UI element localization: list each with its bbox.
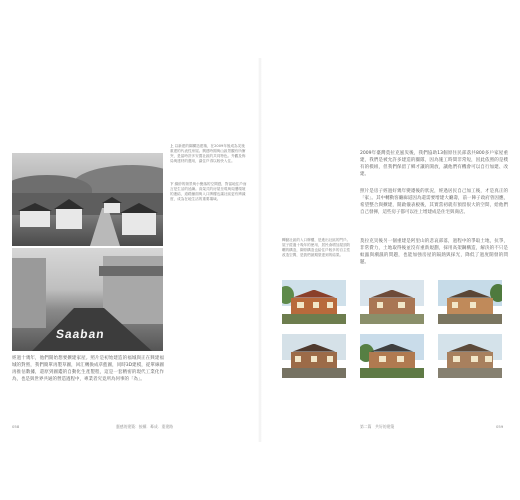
left-body-text: 經過十幾年，他們開始想要擴建家屋。照片是初始建造的福城與正在興建福城的對照，我們簡單再製草圖，回汇轉換成草藍圖，同時3D建模，從單線圖再推估數據，還原到圖鑑的自動化生產製程，這是一套精密的現代工業化作為，也是與世界共通的營造過程中，專業者究竟所為何事的「為」。 — [12, 356, 164, 382]
right-folio-title: 第二篇 共好的建築 — [360, 424, 395, 429]
caption-bottom-mark: 下 — [170, 182, 174, 186]
gutter — [258, 58, 262, 442]
street-sign-text: Saaban — [55, 327, 106, 341]
right-body-text-2: 照片是房子經過好幾年變遷後的狀況，經過居民自己加工後，才是真正的「家」。其中轉動客廳廊道因為還需要增建大廳壽，前一陣子政府曾因應，希望整合與擴建，開啟儀表板後，其實當初就有預留很大的空間，給他們自己發揮，這些房子都可以往上增建成是住宅與商店。 — [360, 189, 508, 215]
caption-top-mark: 上 — [170, 144, 174, 148]
left-page — [8, 58, 256, 442]
right-body-text-1: 2009年臺灣莫拉克風災後，我們協助13個原住民部落共800多戶家屋重建，我們是被允許多建造的團隊，因為施工時間非常短，因此依照的是樸有的模組，但我們保留了鄉才讓的開放，讓他們有機會可以自行加建、改建。 — [360, 151, 508, 177]
photo-street — [12, 248, 163, 351]
right-folio-number: 059 — [496, 424, 504, 429]
right-caption: 轉動社區的入口牌樓，是進出社區的門戶。屋子經過十幾年的使用，居民會增加屋頂防曬的構造，鋼骨構造也給住戶較多的自主性改造空間，是我們最期望達到的結果。 — [282, 238, 351, 258]
caption-top-text: 以新建的鋼構造建築，在2009年後成為災後重建的代表性房屋。興建時期與山區景觀有所衝突，是當時許多安置社區的共同特色。外觀及佈局與建材的選用，讓住戶得以較快入住。 — [170, 144, 246, 164]
photo-house-2 — [360, 280, 424, 324]
photo-house-3 — [438, 280, 502, 324]
right-body-text-3: 莫拉克災後另一個重建是阿里山的悲哀部落，過程中的爭取土地，抗爭，非常費力，土地取得後並沒有重新規劃，採用高架鋼構造，解決的不只是蚊蟲與潮濕的問題，也能加強房屋的隔熱與採光，降低了過度開發的問題。 — [360, 239, 508, 265]
caption-bottom — [170, 182, 248, 202]
left-folio-number: 058 — [12, 424, 20, 429]
left-folio-title: 靈感的建築：接續．牽成．重建路 — [116, 424, 173, 429]
photo-mountain-village — [12, 153, 163, 246]
photo-house-1 — [282, 280, 346, 324]
right-page — [264, 58, 512, 442]
photo-house-5 — [360, 334, 424, 378]
photo-house-4 — [282, 334, 346, 378]
caption-top — [170, 144, 248, 164]
caption-bottom-text: 繽紛的街景與小聚落的空間感，對當地住戶而言是生活的延續。高架式的房屋呈現與周遭環境的連結，道路鋪面與入口牌樓也讓社區更有辨識度，成為在地生活的重要場域。 — [170, 182, 247, 202]
photo-house-6 — [438, 334, 502, 378]
